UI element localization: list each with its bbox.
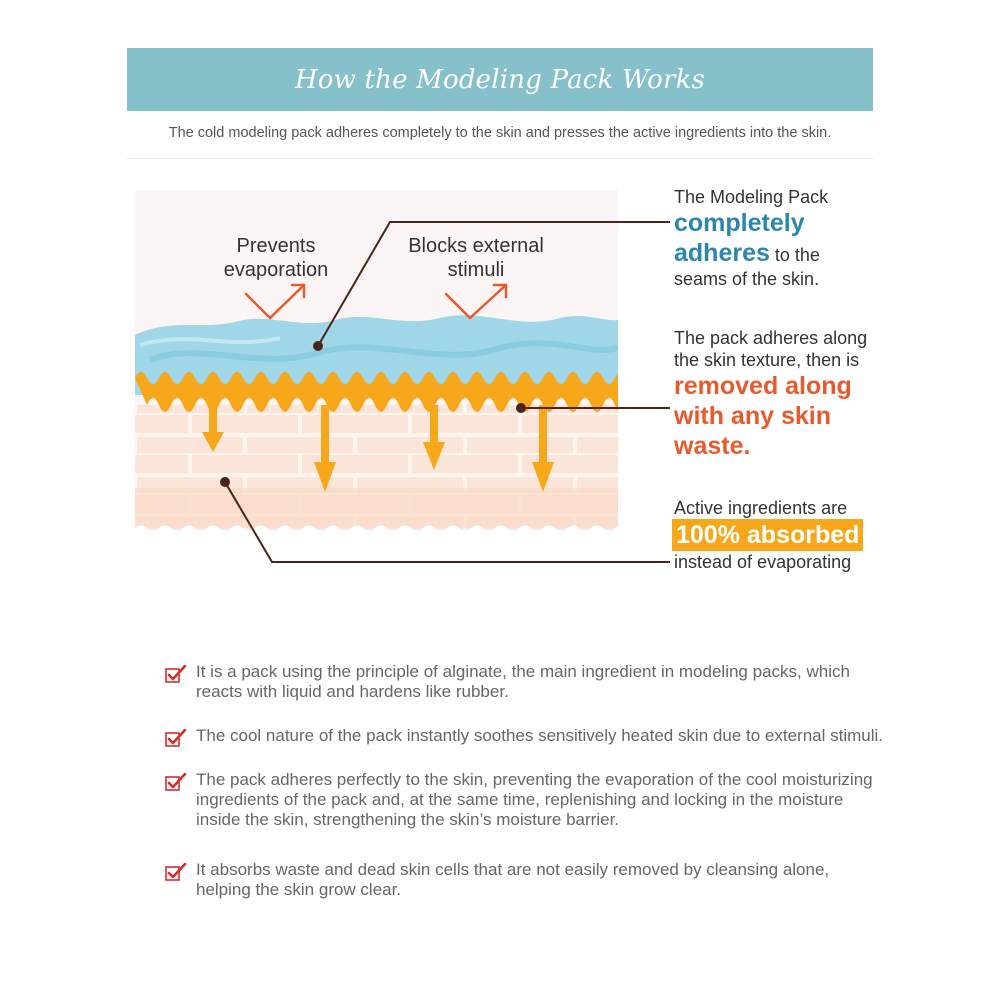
callout-text: The pack adheres along <box>674 328 868 348</box>
callout-text: seams of the skin. <box>674 269 820 289</box>
callout-adheres <box>674 186 874 290</box>
callout-text: Active ingredients are <box>674 498 848 518</box>
pointer-dot <box>220 477 230 487</box>
deep-skin-layer <box>135 488 618 528</box>
checkbox-checked-icon <box>165 773 187 791</box>
page-subtitle: The cold modeling pack adheres completely to the skin and presses the active ingredients into the skin. <box>168 125 832 141</box>
pointer-dot <box>516 403 526 413</box>
pointer-dot <box>313 341 323 351</box>
callout-highlight: removed along <box>674 372 852 400</box>
label-blocks-stimuli-1: Blocks external <box>408 235 544 257</box>
callout-text: The Modeling Pack <box>674 187 829 207</box>
label-prevents-evaporation-2: evaporation <box>223 259 329 281</box>
list-item <box>165 662 885 702</box>
callout-highlight: completely <box>674 209 805 237</box>
callout-text: the skin texture, then is <box>674 350 860 370</box>
callout-highlight: adheres <box>674 239 770 267</box>
list-item <box>165 770 885 830</box>
list-item <box>165 860 885 900</box>
callout-text: to the <box>769 245 820 265</box>
callout-removes-waste <box>674 327 884 461</box>
adhesion-layer <box>135 372 627 412</box>
benefits-checklist <box>165 662 885 900</box>
callout-absorbed <box>674 497 884 573</box>
list-item <box>165 726 885 746</box>
callout-highlight: with any skin <box>674 402 831 430</box>
checkbox-checked-icon <box>165 863 187 881</box>
list-item-text: It absorbs waste and dead skin cells that are not easily removed by cleansing alone, helping the skin grow clear. <box>196 860 830 899</box>
list-item-text: The pack adheres perfectly to the skin, preventing the evaporation of the cool moisturizing ingredients of the pack and, at the same time, replenishing and locking in the moisture inside the skin, strengthening the skin’s moisture barrier. <box>196 770 873 829</box>
label-blocks-stimuli-2: stimuli <box>447 259 505 281</box>
checkbox-checked-icon <box>165 729 187 747</box>
list-item-text: It is a pack using the principle of alginate, the main ingredient in modeling packs, which reacts with liquid and hardens like rubber. <box>196 662 850 701</box>
list-item-text: The cool nature of the pack instantly soothes sensitively heated skin due to external stimuli. <box>196 726 883 745</box>
page-title: How the Modeling Pack Works <box>294 64 706 95</box>
callout-text: instead of evaporating <box>674 552 852 572</box>
callout-highlight: waste. <box>674 432 751 460</box>
checkbox-checked-icon <box>165 665 187 683</box>
callout-highlight: 100% absorbed <box>672 519 863 551</box>
label-prevents-evaporation-1: Prevents <box>236 235 316 257</box>
